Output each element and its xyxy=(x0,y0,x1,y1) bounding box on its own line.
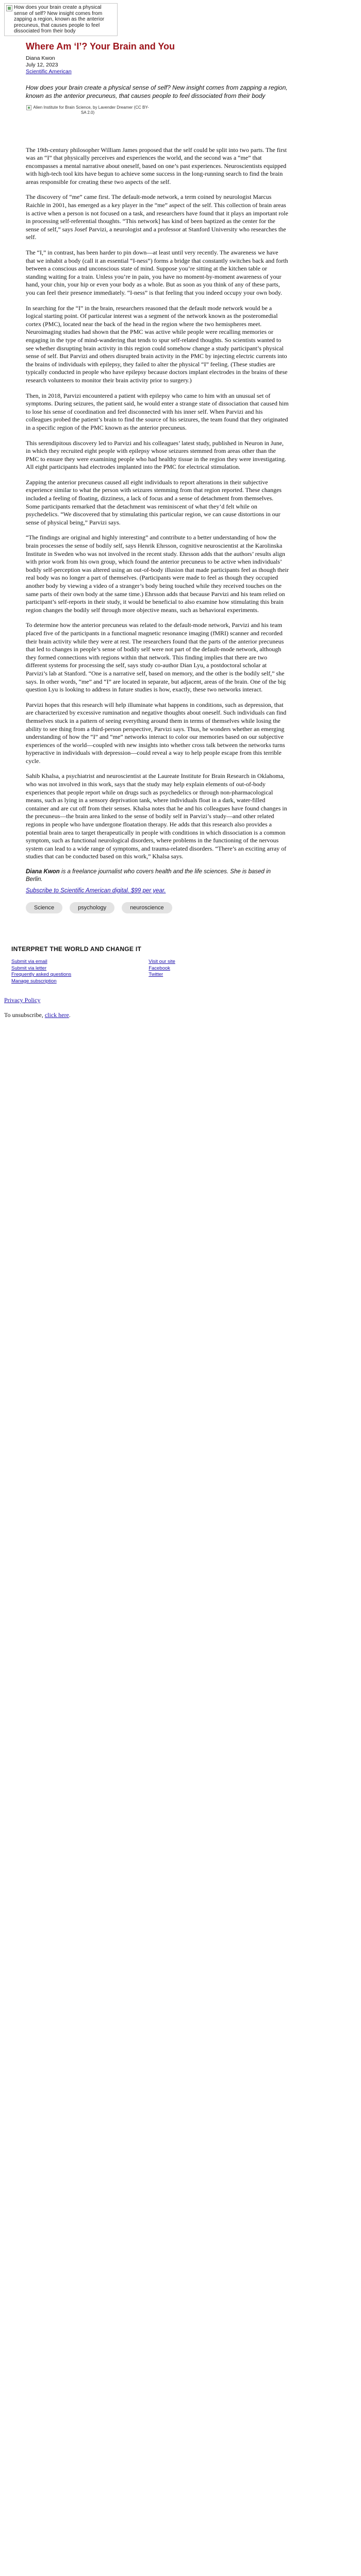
footer-link-submit-email[interactable]: Submit via email xyxy=(11,959,47,964)
unsubscribe-link[interactable]: click here xyxy=(44,1011,69,1019)
paragraph: “The findings are original and highly interesting” and contribute to a better understanding of how the brain processes the sense of bodily self, says Henrik Ehrsson, cognitive neuroscientist at the Karolinska Institute in Sweden who was not involved in the recent study. Ehrsson adds that the authors’ results align with prior work from his own group, which found the anterior precuneus to be active when individuals’ bodily self-perception was altered using an out-of-body illusion that made participants feel as though their real body was no longer a part of themselves. (Participants were made to feel as though they occupied another body by viewing a video of a stranger’s body being touched while they received touches on the same parts of their own body at the same time.) Ehrsson adds that because Parvizi and his team relied on participant’s self-reports in their study, it would be beneficial to also examine how stimulating this brain region changes the bodily self through more objective means, such as behavioral experiments. xyxy=(26,534,289,614)
footer-column-left xyxy=(11,959,71,984)
paragraph: Zapping the anterior precuneus caused all eight individuals to report alterations in their subjective experience similar to what the person with seizures stemming from that region reported. These changes included a feeling of floating, dizziness, a lack of focus and a sense of detachment from themselves. Some participants remarked that the detachment was reminiscent of what they’d felt while on psychedelics. “We discovered that by stimulating this particular region, we can cause distortions in our sense of physical being,” Parvizi says. xyxy=(26,478,282,526)
footer-column-right xyxy=(149,959,175,984)
footer-link-site[interactable]: Visit our site xyxy=(149,959,175,964)
footer-link-facebook[interactable]: Facebook xyxy=(149,965,170,971)
broken-image-icon xyxy=(26,105,31,110)
tag-list xyxy=(26,902,191,913)
banner-image-alt[interactable] xyxy=(4,3,118,36)
author-name: Diana Kwon xyxy=(26,55,55,61)
legal-footer xyxy=(0,996,361,1019)
paragraph: Then, in 2018, Parvizi encountered a patient with epilepsy who came to him with an unusual set of symptoms. During seizures, the patient said, he would enter a strange state of dissociation that caused him to lose his sense of coordination and feel disconnected with his inner self. When Parvizi and his colleagues probed the patient’s brain to find the source of his seizures, the team found that they originated in a specific region of the PMC known as the anterior precuneus. xyxy=(26,392,289,431)
article-dek: How does your brain create a physical sense of self? New insight comes from zapping a region, known as the anterior precuneus, that causes people to feel dissociated from their body xyxy=(26,84,288,99)
paragraph: Sahib Khalsa, a psychiatrist and neuroscientist at the Laureate Institute for Brain Research in Oklahoma, who was not involved in this work, says that the study may help explain elements of out-of-body experiences that people report while on drugs such as psychedelics or through non-pharmacological means, such as lying in a sensory deprivation tank, where individuals float in a dark, water-filled container and are cut off from their senses. Khalsa notes that he and his colleagues have found changes in the precuneus—the brain area linked to the sense of bodily self in Parvizi’s study—and other related regions in people who have undergone floatation therapy. He adds that this research also provides a potential brain area to target therapeutically in people with conditions in which dissociation is a common symptom, such as functional neurological disorders, where problems in the functioning of the nervous system can lead to a wide range of symptoms, and trauma-related disorders. “There’s an exciting array of studies that can be conducted based on this work,” Khalsa says. xyxy=(26,772,287,860)
footer-link-manage-subscription[interactable]: Manage subscription xyxy=(11,978,57,984)
broken-image-icon xyxy=(6,5,12,11)
tag-psychology[interactable]: psychology xyxy=(70,902,114,913)
article-container xyxy=(26,41,289,913)
paragraph: This serendipitous discovery led to Parvizi and his colleagues’ latest study, published in Neuron in June, in which they recruited eight people with epilepsy whose seizures stemmed from areas other than the PMC to ensure they were examining people who had healthy tissue in the region they were investigating. All eight participants had electrodes implanted into the PMC for electrical stimulation. xyxy=(26,439,286,471)
article-figure xyxy=(26,105,150,115)
publication-link[interactable]: Scientific American xyxy=(26,69,72,75)
unsubscribe-line xyxy=(4,1011,361,1019)
newsletter-footer xyxy=(0,945,361,984)
footer-links xyxy=(11,959,361,984)
subscribe-cta xyxy=(26,888,289,894)
author-bio xyxy=(26,868,289,884)
footer-link-twitter[interactable]: Twitter xyxy=(149,972,163,977)
paragraph: The discovery of “me” came first. The default-mode network, a term coined by neurologist Marcus Raichle in 2001, has emerged as a key player in the “me” aspect of the self. This collection of brain areas is active when a person is not focused on a task, and researchers have found that it plays an important role in processing self-referential thoughts. “This network] has kind of been baptized as the center for the sense of self,” says Josef Parvizi, a neurologist and a professor at Stanford University who researches the self. xyxy=(26,193,288,241)
privacy-policy-link[interactable]: Privacy Policy xyxy=(4,996,41,1004)
paragraph: The “I,” in contrast, has been harder to pin down—at least until very recently. The awareness we have that we inhabit a body (call it an essential “I-ness”) forms a bridge that constantly switches back and forth between a conscious and unconscious state of mind. Suppose you’re sitting at the kitchen table or standing waiting for a train. Unless you’re in pain, you have no moment-by-moment awareness of your hand, your chin, your hip or even your body as a whole. But as soon as you think of any of these parts, you can feel their presence immediately. “I-ness” is that feeling that you indeed occupy your own body. xyxy=(26,249,288,296)
footer-link-faq[interactable]: Frequently asked questions xyxy=(11,972,72,977)
paragraph: Parvizi hopes that this research will help illuminate what happens in conditions, such as depression, that are characterized by excessive rumination and negative thoughts about oneself. Such individuals can find themselves stuck in a pattern of seeing everything around them in terms of themselves while losing the ability to see thing from a third-person perspective, Parvizi says. Thus, he wonders whether an emerging understanding of how the “I” and “me” networks interact to color our memories based on our subjective experiences of the world—coupled with new insights into whether cross talk between the networks turns hyperactive in individuals with depression—could reveal a way to help people escape from this terrible cycle. xyxy=(26,701,287,765)
footer-title: INTERPRET THE WORLD AND CHANGE IT xyxy=(11,945,142,953)
article-meta xyxy=(26,55,289,75)
tag-neuroscience[interactable]: neuroscience xyxy=(122,902,172,913)
bio-name: Diana Kwon xyxy=(26,869,60,875)
paragraph: In searching for the “I” in the brain, researchers reasoned that the default mode network would be a logical starting point. Of particular interest was a segment of the network known as the posteromedial cortex (PMC), located near the back of the head in the region where the two hemispheres meet. Neuroimaging studies had shown that the PMC was active while people were recalling memories or engaging in the type of mind-wandering that tends to spur self-related thoughts. So scientists wanted to see whether disrupting brain activity in this region could somehow change a study participant’s physical sense of self. But Parvizi and others disrupted brain activity in the PMC by injecting electric currents into the brains of individuals with epilepsy, they failed to alter the physical “I” feeling. (These studies are typically conducted in people who have epilepsy because doctors implant electrodes in the brains of these research volunteers to monitor their brain activity prior to surgery.) xyxy=(26,304,288,384)
subscribe-link[interactable]: Subscribe to Scientific American digital. $99 per year. xyxy=(26,888,166,894)
banner-alt-text: How does your brain create a physical sense of self? New insight comes from zapping a region, known as the anterior precuneus, that causes people to feel dissociated from their body xyxy=(14,5,105,34)
bio-text: is a freelance journalist who covers health and the life sciences. She is based in Berlin. xyxy=(26,869,271,883)
article-title: Where Am ‘I’? Your Brain and You xyxy=(26,41,175,52)
header-banner xyxy=(0,0,361,41)
unsubscribe-text: To unsubscribe, xyxy=(4,1011,45,1019)
footer-link-submit-letter[interactable]: Submit via letter xyxy=(11,965,47,971)
figure-alt-text: Alien Institute for Brain Science, by Lavender Dreamer (CC BY-SA 2.0) xyxy=(33,105,149,115)
publish-date: July 12, 2023 xyxy=(26,62,58,68)
paragraph: The 19th-century philosopher William James proposed that the self could be split into two parts. The first was an “I” that physically perceives and experiences the world, and the second was a “me” that encompasses a mental narrative about oneself, based on one’s past experiences. Neuroscientists equipped with high-tech tool kits have begun to achieve some success in the long-running search to find the brain areas responsible for creating these two aspects of the self. xyxy=(26,146,287,185)
unsubscribe-suffix: . xyxy=(69,1011,71,1019)
tag-science[interactable]: Science xyxy=(26,902,62,913)
article-body xyxy=(26,146,289,861)
paragraph: To determine how the anterior precuneus was related to the default-mode network, Parvizi and his team placed five of the participants in a functional magnetic resonance imaging (fMRI) scanner and recorded their brain activity while they were at rest. The researchers found that the parts of the anterior precuneus that led to changes in people’s sense of bodily self were not part of the default-mode network, although they formed connections with regions within that network. This finding implies that there are two different systems for processing the self, says study co-author Dian Lyu, a postdoctoral scholar at Parvizi’s lab at Stanford. “One is a narrative self, based on memory, and the other is the bodily self,” she says. In other words, “me” and “I” are located in separate, but adjacent, areas of the brain. One of the big question Lyu is looking to address in future studies is how, exactly, these two networks interact. xyxy=(26,621,286,693)
